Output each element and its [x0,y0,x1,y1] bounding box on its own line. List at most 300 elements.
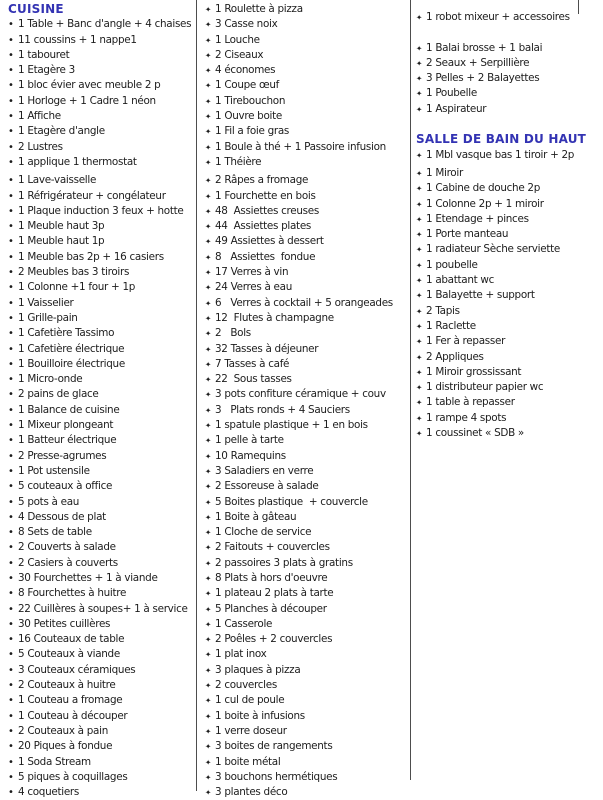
item-text: 30 Fourchettes + 1 à viande [18,571,158,584]
list-item [8,785,196,800]
round-bullet-icon: • [8,80,14,92]
item-text: 1 boite métal [215,755,281,768]
list-item [416,212,598,227]
item-text: 1 robot mixeur + accessoires [426,11,570,23]
item-text: 2 passoires 3 plats à gratins [215,556,353,569]
diamond-bullet-icon: ✦ [205,436,211,446]
list-item [205,189,408,204]
list-item [8,33,196,48]
list-item [205,647,408,662]
list-item [205,525,408,540]
item-text: 1 Ouvre boite [215,110,282,123]
list-item [8,342,196,357]
list-item [205,296,408,311]
diamond-bullet-icon: ✦ [205,528,211,538]
item-text: 8 Plats à hors d'oeuvre [215,571,328,584]
item-text: 22 Sous tasses [215,373,292,386]
list-item [8,510,196,525]
item-text: 3 Pelles + 2 Balayettes [426,72,540,85]
item-text: 1 Bouilloire électrique [18,357,125,370]
list-item [8,234,196,249]
round-bullet-icon: • [8,19,14,31]
list-item [205,17,408,32]
list-item [205,755,408,770]
item-text: 1 Etendage + pinces [426,212,529,225]
round-bullet-icon: • [8,618,14,630]
item-text: 1 Raclette [426,319,476,332]
list-item [205,234,408,249]
item-text: 3 plantes déco [215,786,288,799]
round-bullet-icon: • [8,756,14,768]
diamond-bullet-icon: ✦ [205,112,211,122]
diamond-bullet-icon: ✦ [205,589,211,599]
item-text: 5 Boites plastique + couvercle [215,495,368,508]
list-item [8,124,196,139]
list-item [205,495,408,510]
diamond-bullet-icon: ✦ [416,104,422,114]
item-text: 1 Louche [215,33,260,46]
diamond-bullet-icon: ✦ [205,176,211,186]
list-item [8,724,196,739]
round-bullet-icon: • [8,771,14,783]
diamond-bullet-icon: ✦ [416,150,422,160]
list-item [205,693,408,708]
round-bullet-icon: • [8,649,14,661]
list-item [8,418,196,433]
item-text: 24 Verres à eau [215,281,292,294]
item-text: 5 pots à eau [18,495,80,508]
list-item [8,78,196,93]
item-text: 1 Etagère 3 [18,64,75,77]
list-item [416,10,598,25]
diamond-bullet-icon: ✦ [205,665,211,675]
list-item [205,48,408,63]
item-text: 2 Essoreuse à salade [215,480,319,493]
diamond-bullet-icon: ✦ [205,604,211,614]
list-item [205,510,408,525]
list-item [205,449,408,464]
item-text: 2 Appliques [426,350,484,363]
list-item [8,204,196,219]
list-item [416,56,598,71]
diamond-bullet-icon: ✦ [205,222,211,232]
item-text: 5 Couteaux à viande [18,648,120,661]
item-text: 2 Presse-agrumes [18,449,107,462]
list-item [8,140,196,155]
item-text: 3 boites de rangements [215,740,333,753]
list-item [8,189,196,204]
item-text: 2 Lustres [18,140,63,153]
list-item [8,250,196,265]
item-text: 1 applique 1 thermostat [18,155,137,168]
diamond-bullet-icon: ✦ [416,367,422,377]
item-text: 16 Couteaux de table [18,633,125,646]
item-text: 1 verre doseur [215,724,287,737]
item-text: 3 pots confiture céramique + couv [215,388,386,401]
list-item [8,571,196,586]
diamond-bullet-icon: ✦ [416,398,422,408]
diamond-bullet-icon: ✦ [205,35,211,45]
list-item [205,632,408,647]
list-item [416,304,598,319]
list-item [416,102,598,117]
list-item [205,204,408,219]
item-text: 1 bloc évier avec meuble 2 p [18,79,161,92]
item-text: 1 Coupe œuf [215,79,279,92]
item-text: 1 Plaque induction 3 feux + hotte [18,204,184,217]
list-item [205,739,408,754]
list-item [205,709,408,724]
item-text: 1 coussinet « SDB » [426,427,524,440]
diamond-bullet-icon: ✦ [205,20,211,30]
diamond-bullet-icon: ✦ [416,321,422,331]
round-bullet-icon: • [8,680,14,692]
column-divider-1 [196,0,197,791]
round-bullet-icon: • [8,511,14,523]
list-item [416,86,598,101]
item-text: 1 Pot ustensile [18,464,90,477]
list-item [416,395,598,410]
list-item [8,17,196,32]
item-text: 8 Fourchettes à huitre [18,587,127,600]
round-bullet-icon: • [8,297,14,309]
list-item [416,227,598,242]
item-text: 22 Cuillères à soupes+ 1 à service [18,602,188,615]
list-item [205,33,408,48]
round-bullet-icon: • [8,603,14,615]
item-text: 2 Couteaux à pain [18,724,108,737]
round-bullet-icon: • [8,65,14,77]
round-bullet-icon: • [8,374,14,386]
diamond-bullet-icon: ✦ [205,298,211,308]
item-text: 20 Piques à fondue [18,740,113,753]
list-item [8,311,196,326]
round-bullet-icon: • [8,126,14,138]
diamond-bullet-icon: ✦ [416,199,422,209]
item-text: 3 Couteaux céramiques [18,663,136,676]
list-item [8,326,196,341]
item-text: 2 Tapis [426,304,460,317]
round-bullet-icon: • [8,481,14,493]
blank-line [416,25,598,40]
list-item [416,71,598,86]
item-text: 2 Seaux + Serpillière [426,56,530,69]
diamond-bullet-icon: ✦ [416,245,422,255]
round-bullet-icon: • [8,95,14,107]
item-text: 10 Ramequins [215,449,286,462]
diamond-bullet-icon: ✦ [205,313,211,323]
round-bullet-icon: • [8,343,14,355]
item-text: 2 Ciseaux [215,48,264,61]
item-text: 1 Vaisselier [18,296,74,309]
list-item [8,173,196,188]
diamond-bullet-icon: ✦ [416,306,422,316]
diamond-bullet-icon: ✦ [205,711,211,721]
list-item [416,426,598,441]
diamond-bullet-icon: ✦ [205,96,211,106]
item-text: 1 Miroir [426,166,463,179]
list-item [205,663,408,678]
list-item [205,124,408,139]
list-item [205,678,408,693]
diamond-bullet-icon: ✦ [205,619,211,629]
list-item [8,495,196,510]
item-text: 1 Tirebouchon [215,94,286,107]
diamond-bullet-icon: ✦ [205,127,211,137]
item-text: 8 Assiettes fondue [215,250,316,263]
round-bullet-icon: • [8,156,14,168]
item-text: 32 Tasses à déjeuner [215,342,319,355]
list-item [416,148,598,163]
list-item [205,109,408,124]
item-text: 1 Colonne +1 four + 1p [18,281,136,294]
item-text: 1 Affiche [18,110,61,123]
round-bullet-icon: • [8,572,14,584]
list-item [416,334,598,349]
item-text: 1 Lave-vaisselle [18,174,97,187]
list-item [205,326,408,341]
list-item [8,63,196,78]
list-item [8,479,196,494]
diamond-bullet-icon: ✦ [416,352,422,362]
column-salle-de-bain [416,2,598,441]
item-text: 1 Table + Banc d'angle + 4 chaises [18,18,192,31]
round-bullet-icon: • [8,725,14,737]
diamond-bullet-icon: ✦ [205,66,211,76]
diamond-bullet-icon: ✦ [416,13,422,22]
list-item [205,219,408,234]
item-text: 44 Assiettes plates [215,220,312,233]
item-text: 1 Réfrigérateur + congélateur [18,189,166,202]
list-item [205,140,408,155]
list-item [8,387,196,402]
item-text: 2 Poêles + 2 couvercles [215,633,333,646]
list-item [8,48,196,63]
diamond-bullet-icon: ✦ [205,157,211,167]
round-bullet-icon: • [8,389,14,401]
item-text: 4 économes [215,64,276,77]
item-text: 1 Fourchette en bois [215,189,316,202]
item-text: 1 Cafetière Tassimo [18,327,115,340]
diamond-bullet-icon: ✦ [205,543,211,553]
diamond-bullet-icon: ✦ [205,344,211,354]
round-bullet-icon: • [8,221,14,233]
item-text: 1 Théière [215,155,262,168]
diamond-bullet-icon: ✦ [416,168,422,178]
item-text: 5 Planches à découper [215,602,327,615]
list-item [8,647,196,662]
diamond-bullet-icon: ✦ [416,58,422,68]
item-text: 1 Micro-onde [18,373,83,386]
list-item [205,479,408,494]
list-item [8,693,196,708]
item-text: 1 boite à infusions [215,709,305,722]
item-text: 1 Meuble haut 1p [18,235,105,248]
item-text: 2 pains de glace [18,388,99,401]
list-item [205,770,408,785]
list-item [8,296,196,311]
diamond-bullet-icon: ✦ [205,421,211,431]
diamond-bullet-icon: ✦ [416,260,422,270]
diamond-bullet-icon: ✦ [205,283,211,293]
list-item [416,365,598,380]
list-item [416,41,598,56]
item-text: 1 Grille-pain [18,311,78,324]
list-item [8,94,196,109]
item-text: 1 table à repasser [426,396,515,409]
list-item [205,357,408,372]
list-item [8,433,196,448]
round-bullet-icon: • [8,527,14,539]
round-bullet-icon: • [8,496,14,508]
diamond-bullet-icon: ✦ [205,635,211,645]
item-text: 1 Boite à gâteau [215,510,297,523]
top-right-border [578,0,579,14]
round-bullet-icon: • [8,175,14,187]
item-text: 5 piques à coquillages [18,770,128,783]
item-text: 1 Cloche de service [215,526,312,539]
diamond-bullet-icon: ✦ [205,81,211,91]
list-item [205,78,408,93]
diamond-bullet-icon: ✦ [416,230,422,240]
item-text: 2 Couverts à salade [18,541,116,554]
diamond-bullet-icon: ✦ [205,375,211,385]
list-item [205,433,408,448]
item-text: 1 Miroir grossissant [426,365,522,378]
list-item [205,280,408,295]
diamond-bullet-icon: ✦ [205,482,211,492]
list-item [8,280,196,295]
diamond-bullet-icon: ✦ [416,74,422,84]
item-text: 2 Bols [215,327,251,340]
round-bullet-icon: • [8,710,14,722]
item-text: 1 Porte manteau [426,228,509,241]
list-item [205,155,408,170]
item-text: 3 Saladiers en verre [215,464,314,477]
diamond-bullet-icon: ✦ [205,268,211,278]
list-item [205,387,408,402]
list-item [8,540,196,555]
item-text: 1 Cafetière électrique [18,342,125,355]
diamond-bullet-icon: ✦ [416,43,422,53]
diamond-bullet-icon: ✦ [205,681,211,691]
diamond-bullet-icon: ✦ [416,89,422,99]
item-text: 1 Balai brosse + 1 balai [426,41,543,54]
list-item [8,770,196,785]
diamond-bullet-icon: ✦ [205,5,211,14]
item-text: 2 Faitouts + couvercles [215,541,330,554]
item-text: 1 Horloge + 1 Cadre 1 néon [18,94,156,107]
list-item [8,678,196,693]
round-bullet-icon: • [8,420,14,432]
round-bullet-icon: • [8,787,14,799]
item-text: 2 Casiers à couverts [18,556,118,569]
round-bullet-icon: • [8,634,14,646]
diamond-bullet-icon: ✦ [416,291,422,301]
item-text: 1 cul de poule [215,694,285,707]
list-item [416,242,598,257]
item-text: 1 Casserole [215,617,273,630]
diamond-bullet-icon: ✦ [416,413,422,423]
diamond-bullet-icon: ✦ [205,696,211,706]
diamond-bullet-icon: ✦ [205,142,211,152]
list-item [8,403,196,418]
item-text: 3 Plats ronds + 4 Sauciers [215,403,350,416]
list-item [8,155,196,170]
item-text: 1 Couteau a fromage [18,694,123,707]
list-item [8,219,196,234]
diamond-bullet-icon: ✦ [205,206,211,216]
item-text: 3 plaques à pizza [215,663,301,676]
diamond-bullet-icon: ✦ [205,405,211,415]
list-item [205,403,408,418]
section-header: SALLE DE BAIN DU HAUT [416,132,587,147]
item-text: 1 Meuble bas 2p + 16 casiers [18,250,164,263]
list-item [8,265,196,280]
diamond-bullet-icon: ✦ [416,276,422,286]
item-text: 1 spatule plastique + 1 en bois [215,419,368,432]
list-item [416,197,598,212]
list-item [205,311,408,326]
blank-line [416,117,598,132]
diamond-bullet-icon: ✦ [205,466,211,476]
item-text: 7 Tasses à café [215,357,290,370]
item-text: 3 Casse noix [215,18,278,31]
item-text: 1 Meuble haut 3p [18,220,105,233]
diamond-bullet-icon: ✦ [205,497,211,507]
diamond-bullet-icon: ✦ [205,650,211,660]
list-item [205,602,408,617]
round-bullet-icon: • [8,542,14,554]
round-bullet-icon: • [8,695,14,707]
item-text: 3 bouchons hermétiques [215,770,338,783]
list-item [205,94,408,109]
diamond-bullet-icon: ✦ [205,390,211,400]
item-text: 1 Cabine de douche 2p [426,182,541,195]
list-item [205,2,408,17]
item-text: 1 Colonne 2p + 1 miroir [426,197,544,210]
item-text: 8 Sets de table [18,526,92,539]
round-bullet-icon: • [8,190,14,202]
round-bullet-icon: • [8,588,14,600]
list-item [416,380,598,395]
item-text: 1 Mbl vasque bas 1 tiroir + 2p [426,148,575,161]
diamond-bullet-icon: ✦ [205,558,211,568]
round-bullet-icon: • [8,664,14,676]
round-bullet-icon: • [8,465,14,477]
item-text: 2 Couteaux à huitre [18,679,116,692]
list-item [8,586,196,601]
diamond-bullet-icon: ✦ [205,50,211,60]
list-item [8,556,196,571]
section-header: CUISINE [8,2,64,16]
item-text: 1 Etagère d'angle [18,125,105,138]
list-item [205,464,408,479]
diamond-bullet-icon: ✦ [205,191,211,201]
list-item [205,556,408,571]
item-text: 1 plateau 2 plats à tarte [215,587,334,600]
list-item [205,586,408,601]
diamond-bullet-icon: ✦ [205,772,211,782]
item-text: 1 tabouret [18,48,70,61]
list-item [416,166,598,181]
list-item [416,350,598,365]
round-bullet-icon: • [8,312,14,324]
list-item [205,785,408,800]
list-item [205,63,408,78]
item-text: 6 Verres à cocktail + 5 orangeades [215,296,393,309]
list-item [8,464,196,479]
